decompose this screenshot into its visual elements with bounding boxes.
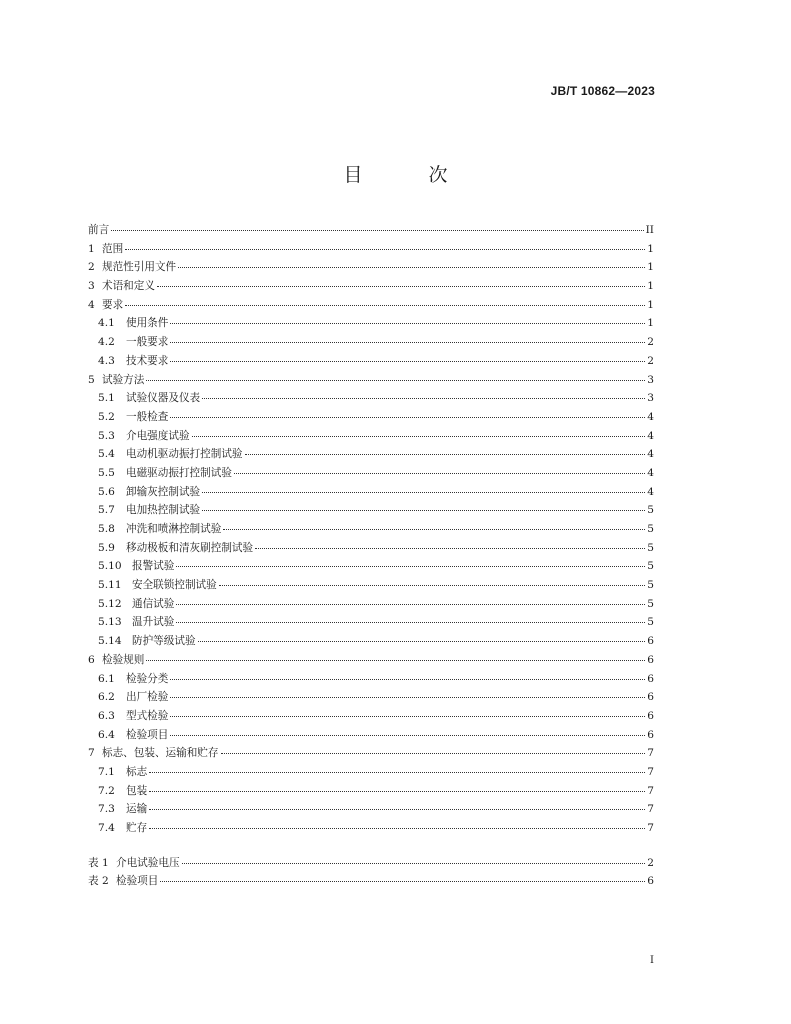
toc-entry-label: 检验规则: [102, 653, 145, 666]
toc-entry[interactable]: [88, 670, 654, 689]
toc-entry[interactable]: [88, 483, 654, 502]
toc-entry-number: 5.13: [98, 616, 122, 629]
toc-entry-label: 移动极板和清灰刷控制试验: [126, 541, 254, 554]
toc-entry-page: II: [645, 224, 654, 236]
toc-entry-label: 包装: [126, 784, 148, 797]
toc-entry[interactable]: [88, 427, 654, 446]
dot-leader: [170, 726, 645, 736]
toc-entry-number: 5.10: [98, 560, 122, 573]
toc-entry-label: 电磁驱动振打控制试验: [126, 466, 232, 479]
dot-leader: [202, 483, 645, 493]
toc-entry-label: 防护等级试验: [132, 635, 196, 648]
toc-entry[interactable]: [88, 688, 654, 707]
table-list-entry[interactable]: [88, 854, 654, 873]
toc-entry-page: 7: [647, 822, 654, 834]
toc-entry-page: 5: [647, 523, 654, 535]
toc-entry-label: 一般检查: [126, 410, 169, 423]
toc-entry[interactable]: [88, 651, 654, 670]
toc-entry-label: 前言: [88, 224, 110, 236]
toc-entry[interactable]: [88, 296, 654, 315]
toc-entry-page: 6: [647, 672, 654, 685]
toc-entry-number: 1: [88, 242, 95, 255]
table-list-entry[interactable]: [88, 872, 654, 891]
toc-entry-number: 5.11: [98, 579, 122, 592]
toc-entry-label: 规范性引用文件: [102, 261, 177, 274]
toc-entry-label: 运输: [126, 803, 148, 816]
standard-code: JB/T 10862—2023: [550, 84, 655, 98]
dot-leader: [170, 688, 645, 698]
toc-entry-page: 6: [647, 875, 654, 888]
toc-entry[interactable]: [88, 707, 654, 726]
page-number: I: [650, 955, 654, 966]
dot-leader: [170, 352, 645, 362]
toc-entry-label: 报警试验: [132, 560, 175, 573]
toc-entry-number: 5.7: [98, 504, 115, 517]
toc-entry-page: 6: [647, 635, 654, 648]
toc-entry-page: 6: [647, 691, 654, 704]
toc-entry-number: 5.5: [98, 466, 115, 479]
toc-entry-number: 5.3: [98, 429, 115, 442]
toc-entry[interactable]: [88, 613, 654, 632]
toc-entry-number: 6.1: [98, 672, 115, 685]
dot-leader: [170, 707, 645, 717]
toc-entry-number: 6.4: [98, 728, 115, 741]
toc-entry-page: 1: [647, 280, 654, 293]
toc-entry-page: 7: [647, 747, 654, 760]
toc-entry-label: 使用条件: [126, 317, 169, 330]
toc-entry-page: 6: [647, 728, 654, 741]
toc-entry[interactable]: [88, 352, 654, 371]
toc-entry-page: 5: [647, 560, 654, 573]
dot-leader: [182, 854, 646, 864]
toc-entry[interactable]: [88, 632, 654, 651]
toc-entry-page: 6: [647, 709, 654, 722]
toc-entry[interactable]: [88, 408, 654, 427]
toc-entry-number: 5.9: [98, 541, 115, 554]
dot-leader: [176, 557, 645, 567]
toc-entry-number: 5.1: [98, 392, 115, 405]
toc-entry-page: 5: [647, 579, 654, 592]
toc-entry-label: 通信试验: [132, 597, 175, 610]
dot-leader: [160, 872, 645, 882]
toc-entry-page: 3: [647, 392, 654, 405]
toc-entry-label: 型式检验: [126, 709, 169, 722]
toc-entry[interactable]: [88, 240, 654, 259]
toc-entry[interactable]: [88, 576, 654, 595]
dot-leader: [170, 670, 645, 680]
toc-entry-number: 7.3: [98, 803, 115, 816]
toc-entry-page: 1: [647, 242, 654, 255]
dot-leader: [149, 800, 645, 810]
toc-entry[interactable]: [88, 595, 654, 614]
toc-entry-label: 介电试验电压: [116, 856, 180, 869]
dot-leader: [111, 221, 643, 231]
toc-entry-page: 7: [647, 765, 654, 778]
toc-entry-label: 电加热控制试验: [126, 504, 201, 517]
dot-leader: [202, 389, 645, 399]
toc-entry-label: 安全联锁控制试验: [132, 579, 217, 592]
toc-entry-page: 1: [647, 261, 654, 274]
toc-entry-label: 要求: [102, 298, 124, 311]
toc-entry[interactable]: [88, 464, 654, 483]
dot-leader: [202, 501, 645, 511]
dot-leader: [146, 651, 645, 661]
toc-entry-label: 贮存: [126, 822, 148, 834]
toc-entry-page: 4: [647, 429, 654, 442]
toc-entry-page: 7: [647, 803, 654, 816]
toc-entry-number: 7.1: [98, 765, 115, 778]
toc-entry[interactable]: [88, 557, 654, 576]
toc-entry-number: 5: [88, 373, 95, 386]
toc-entry[interactable]: [88, 221, 654, 240]
dot-leader: [219, 576, 646, 586]
toc-entry-page: 1: [647, 298, 654, 311]
dot-leader: [192, 427, 646, 437]
toc-entry-label: 卸输灰控制试验: [126, 485, 201, 498]
toc-entry-number: 5.14: [98, 635, 122, 648]
toc-entry-page: 1: [647, 317, 654, 330]
toc-entry-label: 温升试验: [132, 616, 175, 629]
toc-entry-number: 7: [88, 747, 95, 760]
toc-entry-number: 表 1: [88, 856, 109, 869]
toc-entry-page: 2: [647, 336, 654, 349]
toc-entry[interactable]: [88, 258, 654, 277]
dot-leader: [234, 464, 645, 474]
toc-entry-number: 4.1: [98, 317, 115, 330]
toc-entry-label: 检验项目: [126, 728, 169, 741]
dot-leader: [255, 539, 645, 549]
toc-entry-label: 检验分类: [126, 672, 169, 685]
toc-entry-number: 4.3: [98, 354, 115, 367]
dot-leader: [149, 819, 645, 829]
toc-entry-label: 试验仪器及仪表: [126, 392, 201, 405]
toc-entry-number: 5.4: [98, 448, 115, 461]
toc-entry[interactable]: [88, 539, 654, 558]
dot-leader: [170, 314, 645, 324]
toc-entry-number: 3: [88, 280, 95, 293]
toc-entry-number: 5.2: [98, 410, 115, 423]
toc-entry-number: 5.8: [98, 523, 115, 535]
toc-entry[interactable]: [88, 763, 654, 782]
toc-entry-number: 6: [88, 653, 95, 666]
toc-entry-number: 4: [88, 298, 95, 311]
dot-leader: [176, 595, 645, 605]
toc-entry[interactable]: [88, 501, 654, 520]
toc-entry-number: 2: [88, 261, 95, 274]
toc-entry-label: 冲洗和喷淋控制试验: [126, 523, 222, 535]
toc-entry-page: 5: [647, 597, 654, 610]
toc-entry-page: 5: [647, 616, 654, 629]
dot-leader: [146, 371, 645, 381]
toc-entry[interactable]: [88, 819, 654, 838]
toc-entry-number: 6.3: [98, 709, 115, 722]
toc-entry[interactable]: [88, 277, 654, 296]
toc-entry[interactable]: [88, 314, 654, 333]
toc-entry[interactable]: [88, 726, 654, 745]
dot-leader: [245, 445, 646, 455]
dot-leader: [149, 763, 645, 773]
toc-entry-number: 7.2: [98, 784, 115, 797]
toc-entry-label: 介电强度试验: [126, 429, 190, 442]
toc-entry-label: 出厂检验: [126, 691, 169, 704]
toc-entry[interactable]: [88, 520, 654, 539]
toc-entry[interactable]: [88, 782, 654, 801]
toc-entry-page: 4: [647, 448, 654, 461]
toc-entry[interactable]: [88, 800, 654, 819]
toc-entry-page: 4: [647, 485, 654, 498]
toc-entry-number: 7.4: [98, 822, 115, 834]
toc-entry-label: 范围: [102, 242, 124, 255]
toc-entry-label: 一般要求: [126, 336, 169, 349]
table-of-contents: [88, 221, 654, 891]
toc-entry-page: 2: [647, 856, 654, 869]
dot-leader: [176, 613, 645, 623]
toc-entry-page: 2: [647, 354, 654, 367]
toc-entry[interactable]: [88, 333, 654, 352]
dot-leader: [223, 520, 645, 530]
toc-entry-label: 电动机驱动振打控制试验: [126, 448, 243, 461]
section-gap: [88, 838, 654, 854]
dot-leader: [198, 632, 646, 642]
dot-leader: [125, 240, 645, 250]
toc-entry-number: 4.2: [98, 336, 115, 349]
dot-leader: [221, 744, 646, 754]
toc-entry-number: 5.6: [98, 485, 115, 498]
dot-leader: [178, 258, 645, 268]
dot-leader: [170, 333, 645, 343]
toc-entry[interactable]: [88, 744, 654, 763]
toc-entry-number: 表 2: [88, 875, 109, 888]
toc-entry-page: 3: [647, 373, 654, 386]
dot-leader: [157, 277, 645, 287]
toc-entry-page: 5: [647, 504, 654, 517]
toc-entry-page: 6: [647, 653, 654, 666]
toc-entry-number: 5.12: [98, 597, 122, 610]
page-title: 目 次: [343, 164, 478, 186]
toc-entry-label: 标志: [126, 765, 148, 778]
toc-entry-number: 6.2: [98, 691, 115, 704]
toc-entry-label: 试验方法: [102, 373, 145, 386]
toc-entry-page: 5: [647, 541, 654, 554]
dot-leader: [170, 408, 645, 418]
toc-entry-label: 检验项目: [116, 875, 159, 888]
toc-entry-page: 7: [647, 784, 654, 797]
toc-entry[interactable]: [88, 389, 654, 408]
dot-leader: [125, 296, 645, 306]
toc-entry[interactable]: [88, 445, 654, 464]
toc-entry-label: 术语和定义: [102, 280, 155, 293]
dot-leader: [149, 782, 645, 792]
toc-entry-label: 标志、包装、运输和贮存: [102, 747, 219, 760]
toc-entry-page: 4: [647, 466, 654, 479]
toc-entry[interactable]: [88, 371, 654, 390]
toc-entry-label: 技术要求: [126, 354, 169, 367]
toc-entry-page: 4: [647, 410, 654, 423]
